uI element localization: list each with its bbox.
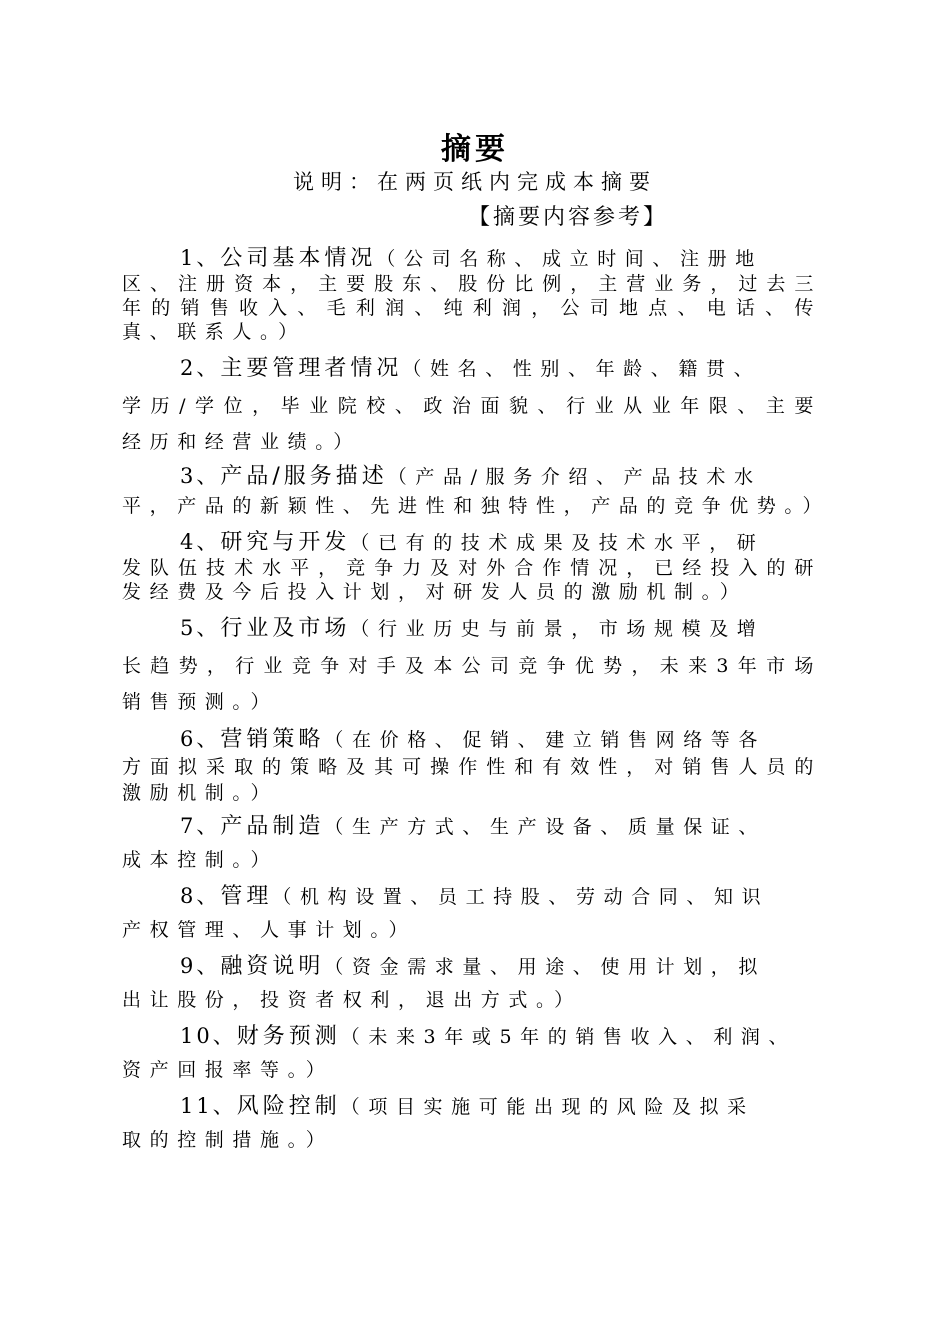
item-number: 4、 xyxy=(180,530,221,554)
summary-list xyxy=(122,240,831,1156)
item-description-continued: 平，产品的新颖性、先进性和独特性，产品的竞争优势。） xyxy=(122,495,831,517)
item-heading: 管理 xyxy=(220,884,273,909)
item-heading: 融资说明 xyxy=(220,954,325,979)
item-heading: 主要管理者情况 xyxy=(220,356,403,381)
item-heading: 研究与开发 xyxy=(220,530,351,555)
item-description-continued: 取的控制措施。） xyxy=(122,1129,334,1151)
list-item xyxy=(122,726,822,806)
list-item xyxy=(122,246,822,344)
list-item xyxy=(122,610,822,720)
list-item xyxy=(122,1020,822,1086)
item-description: （在价格、促销、建立销售网络等各 xyxy=(324,729,766,751)
item-description: （机构设置、员工持股、劳动合同、知识 xyxy=(272,886,770,908)
item-number: 6、 xyxy=(180,727,221,751)
item-number: 2、 xyxy=(180,356,221,380)
list-item xyxy=(122,462,831,520)
item-description: （产品/服务介绍、产品技术水 xyxy=(387,466,762,488)
item-description: （行业历史与前景，市场规模及增 xyxy=(350,618,765,640)
item-heading: 营销策略 xyxy=(220,727,325,752)
item-description: （公司名称、成立时间、注册地 xyxy=(376,248,763,270)
item-heading: 公司基本情况 xyxy=(220,246,377,271)
item-heading: 产品制造 xyxy=(220,814,325,839)
item-number: 5、 xyxy=(180,616,221,640)
item-heading: 财务预测 xyxy=(236,1024,341,1049)
page-title: 摘要 xyxy=(441,132,509,167)
item-description-continued: 区、注册资本，主要股东、股份比例，主营业务，过去三年的销售收入、毛利润、纯利润，公司地点、电话、传真、联系人。） xyxy=(122,273,822,343)
item-description-continued: 产权管理、人事计划。） xyxy=(122,919,417,941)
reference-heading: 【摘要内容参考】 xyxy=(468,205,669,230)
item-number: 1、 xyxy=(180,246,221,270)
item-description-continued: 成本控制。） xyxy=(122,849,279,871)
list-item xyxy=(122,950,822,1016)
item-heading: 行业及市场 xyxy=(220,616,351,641)
item-number: 8、 xyxy=(180,884,221,908)
item-description: （已有的技术成果及技术水平，研 xyxy=(350,532,765,554)
item-heading: 产品/服务描述 xyxy=(220,464,388,489)
item-number: 10、 xyxy=(180,1024,237,1048)
list-item xyxy=(122,880,822,946)
item-description: （生产方式、生产设备、质量保证、 xyxy=(324,816,766,838)
item-number: 7、 xyxy=(180,814,221,838)
item-description: （姓名、性别、年龄、籍贯、 xyxy=(402,358,762,380)
item-description-continued: 学历/学位，毕业院校、政治面貌、行业从业年限、主要经历和经营业绩。） xyxy=(122,395,822,453)
item-description-continued: 资产回报率等。） xyxy=(122,1059,334,1081)
list-item xyxy=(122,350,822,460)
page-subtitle: 说明：在两页纸内完成本摘要 xyxy=(293,170,657,194)
item-description: （资金需求量、用途、使用计划，拟 xyxy=(324,956,766,978)
item-number: 11、 xyxy=(180,1094,237,1118)
item-description-continued: 方面拟采取的策略及其可操作性和有效性，对销售人员的激励机制。） xyxy=(122,756,822,804)
list-item xyxy=(122,530,822,604)
list-item xyxy=(122,1090,822,1156)
item-description: （未来3年或5年的销售收入、利润、 xyxy=(340,1026,797,1048)
item-heading: 风险控制 xyxy=(236,1094,341,1119)
item-number: 9、 xyxy=(180,954,221,978)
list-item xyxy=(122,810,822,876)
item-description-continued: 发队伍技术水平，竞争力及对外合作情况，已经投入的研发经费及今后投入计划，对研发人员的激励机制。） xyxy=(122,557,822,603)
item-description: （项目实施可能出现的风险及拟采 xyxy=(340,1096,755,1118)
item-description-continued: 长趋势，行业竞争对手及本公司竞争优势，未来3年市场销售预测。） xyxy=(122,655,822,713)
item-description-continued: 出让股份，投资者权利，退出方式。） xyxy=(122,989,582,1011)
item-number: 3、 xyxy=(180,464,221,488)
